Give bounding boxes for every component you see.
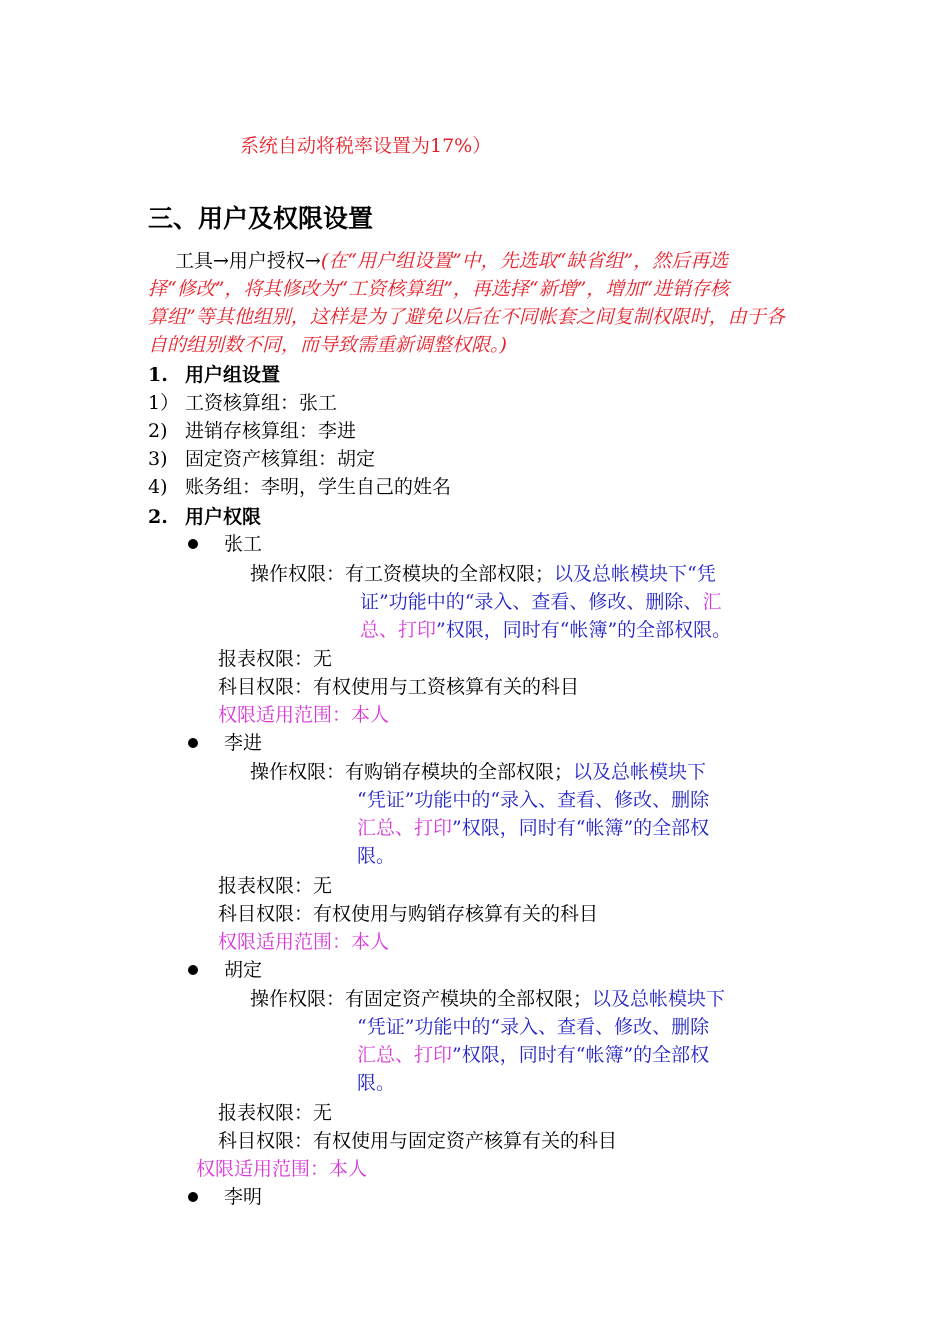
op-label: 操作权限： (250, 563, 346, 585)
op-permission-line-1 (250, 758, 706, 786)
report-permission: 报表权限：无 (218, 648, 333, 670)
top-note: 系统自动将税率设置为17%） (240, 135, 492, 157)
op-permission-line-2: “凭证”功能中的“录入、查看、修改、删除 (357, 789, 710, 811)
intro-note: (在“用户组设置”中，先选取“缺省组”，然后再选 (320, 250, 729, 272)
op-permission-line-3 (357, 1041, 709, 1069)
intro-line-3: 算组”等其他组别，这样是为了避免以后在不同帐套之间复制权限时，由于各 (148, 306, 785, 328)
intro-line-1 (175, 247, 728, 275)
list-item: 账务组：李明，学生自己的姓名 (185, 476, 452, 498)
op-permission-line-3 (357, 814, 709, 842)
op-magenta: 汇总、打印 (357, 817, 453, 839)
op-black: 有固定资产模块的全部权限； (345, 988, 593, 1010)
list-item-number: 4) (148, 476, 168, 498)
bullet-icon (188, 539, 198, 549)
user-name: 胡定 (224, 959, 263, 981)
op-blue: 以及总帐模块下 (592, 988, 726, 1010)
op-blue: 证”功能中的“录入、查看、修改、删除、 (360, 591, 703, 613)
user-name: 李明 (224, 1186, 263, 1208)
op-permission-line-2: “凭证”功能中的“录入、查看、修改、删除 (357, 1016, 710, 1038)
op-permission-line-2 (360, 588, 721, 616)
part1-title: 用户组设置 (185, 364, 281, 386)
user-name: 张工 (224, 533, 263, 555)
op-permission-line-1 (250, 985, 725, 1013)
op-black: 有购销存模块的全部权限； (345, 761, 574, 783)
section-title: 三、用户及权限设置 (148, 204, 374, 233)
report-permission: 报表权限：无 (218, 1102, 333, 1124)
bullet-icon (188, 1192, 198, 1202)
list-item: 固定资产核算组：胡定 (185, 448, 376, 470)
op-label: 操作权限： (250, 761, 346, 783)
bullet-icon (188, 965, 198, 975)
op-magenta: 总、打印 (360, 619, 437, 641)
permission-scope: 权限适用范围：本人 (196, 1158, 368, 1180)
part2-title: 用户权限 (185, 506, 262, 528)
op-magenta: 汇总、打印 (357, 1044, 453, 1066)
subject-permission: 科目权限：有权使用与购销存核算有关的科目 (218, 903, 599, 925)
list-item-number: 2) (148, 420, 168, 442)
op-blue: ”权限，同时有“帐簿”的全部权 (452, 817, 710, 839)
bullet-icon (188, 738, 198, 748)
intro-line-2: 择“修改”，将其修改为“工资核算组”，再选择“新增”，增加“进销存核 (148, 278, 729, 300)
permission-scope: 权限适用范围：本人 (218, 931, 390, 953)
report-permission: 报表权限：无 (218, 875, 333, 897)
list-item: 工资核算组：张工 (185, 392, 338, 414)
op-blue: 以及总帐模块下“凭 (554, 563, 716, 585)
op-label: 操作权限： (250, 988, 346, 1010)
part2-number: 2. (148, 506, 168, 528)
op-black: 有工资模块的全部权限； (345, 563, 555, 585)
part1-number: 1. (148, 364, 168, 386)
list-item-number: 1） (148, 392, 180, 414)
op-blue: ”权限，同时有“帐簿”的全部权限。 (436, 619, 732, 641)
op-permission-line-3 (360, 616, 731, 644)
intro-line-4: 自的组别数不同，而导致需重新调整权限。) (148, 334, 507, 356)
op-blue: ”权限，同时有“帐簿”的全部权 (452, 1044, 710, 1066)
op-permission-line-1 (250, 560, 716, 588)
intro-path: 工具→用户授权→ (175, 250, 321, 272)
list-item-number: 3) (148, 448, 168, 470)
op-magenta: 汇 (702, 591, 722, 613)
permission-scope: 权限适用范围：本人 (218, 704, 390, 726)
op-permission-line-4: 限。 (357, 1072, 396, 1094)
op-permission-line-4: 限。 (357, 845, 396, 867)
subject-permission: 科目权限：有权使用与工资核算有关的科目 (218, 676, 580, 698)
list-item: 进销存核算组：李进 (185, 420, 357, 442)
subject-permission: 科目权限：有权使用与固定资产核算有关的科目 (218, 1130, 618, 1152)
user-name: 李进 (224, 732, 263, 754)
op-blue: 以及总帐模块下 (573, 761, 707, 783)
